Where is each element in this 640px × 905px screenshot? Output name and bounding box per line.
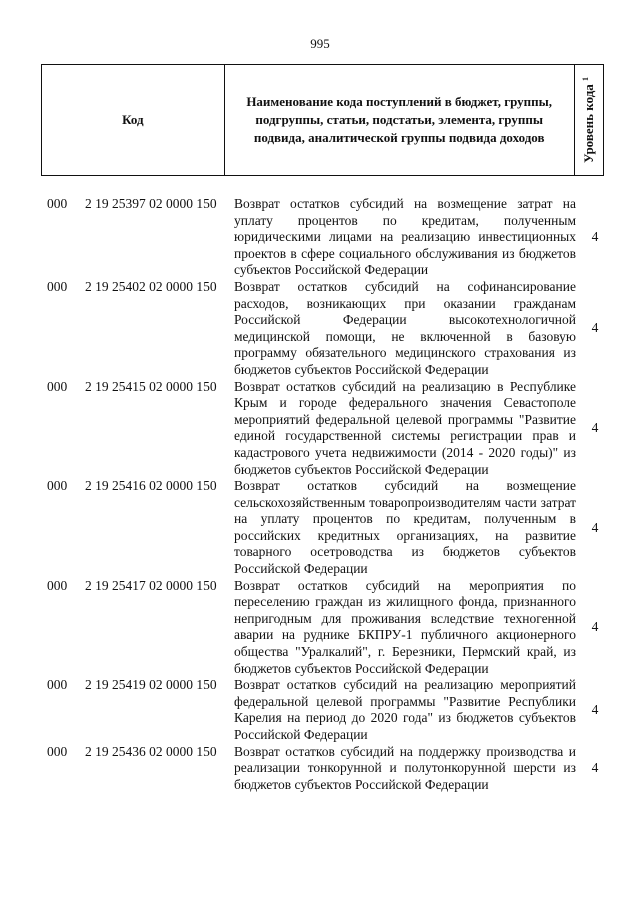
table-body	[41, 196, 604, 793]
row-code: 2 19 25417 02 0000 150	[85, 577, 217, 593]
row-name: Возврат остатков субсидий на поддержку производства и реализации тонкорунной и полутонкорунной шерсти из бюджетов субъектов Российской Федерации	[234, 743, 576, 792]
row-name: Возврат остатков субсидий на возмещение затрат на уплату процентов по кредитам, полученным юридическими лицами на реализацию инвестиционных проектов в сфере социального обслуживания из бюджетов субъектов Российской Федерации	[234, 196, 576, 278]
row-name: Возврат остатков субсидий на реализацию в Республике Крым и городе федерального значения Севастополе мероприятий федеральной целевой программы "Развитие единой государственной системы регистрации прав и кадастрового учета недвижимости (2014 - 2020 годы)" из бюджетов субъектов Российской Федерации	[234, 378, 576, 477]
row-code: 2 19 25419 02 0000 150	[85, 677, 217, 693]
table-row	[41, 379, 604, 479]
header-code: Код	[42, 65, 225, 176]
table-row	[41, 677, 604, 743]
row-code: 2 19 25397 02 0000 150	[85, 196, 217, 211]
row-prefix: 000	[47, 743, 68, 759]
table-row	[41, 744, 604, 794]
row-level: 4	[591, 519, 599, 535]
row-code: 2 19 25436 02 0000 150	[85, 743, 217, 759]
row-prefix: 000	[47, 577, 68, 593]
row-name: Возврат остатков субсидий на мероприятия по переселению граждан из жилищного фонда, признанного непригодным для проживания вследствие техногенной аварии на руднике БКПРУ-1 публичного акционерного общества "Уралкалий", г. Березники, Пермский край, из бюджетов субъектов Российской Федерации	[234, 577, 576, 676]
row-level: 4	[591, 320, 599, 336]
page-number: 995	[310, 36, 330, 51]
table-row	[41, 478, 604, 578]
row-name: Возврат остатков субсидий на софинансирование расходов, возникающих при оказании гражданам Российской Федерации высокотехнологичной медицинской помощи, не включенной в базовую программу обязательного медицинского страхования из бюджетов субъектов Российской Федерации	[234, 278, 576, 377]
row-prefix: 000	[47, 278, 68, 294]
table-row	[41, 279, 604, 379]
row-level: 4	[591, 420, 599, 436]
row-level: 4	[591, 702, 599, 718]
row-level: 4	[591, 229, 599, 245]
row-level: 4	[591, 760, 599, 776]
header-level-footnote: 1	[580, 76, 590, 81]
row-code: 2 19 25402 02 0000 150	[85, 278, 217, 294]
row-code: 2 19 25416 02 0000 150	[85, 478, 217, 494]
row-code: 2 19 25415 02 0000 150	[85, 378, 217, 394]
table-header	[41, 64, 604, 176]
row-prefix: 000	[47, 677, 68, 693]
row-prefix: 000	[47, 378, 68, 394]
row-prefix: 000	[47, 478, 68, 494]
header-level-label: Уровень кода	[581, 84, 597, 164]
table-row	[41, 578, 604, 678]
row-level: 4	[591, 619, 599, 635]
row-name: Возврат остатков субсидий на реализацию мероприятий федеральной целевой программы "Развитие Республики Карелия на период до 2020 года" из бюджетов субъектов Российской Федерации	[234, 677, 576, 742]
row-name: Возврат остатков субсидий на возмещение сельскохозяйственным товаропроизводителям части затрат на уплату процентов по кредитам, полученным в российских кредитных организациях, на развитие товарного осетроводства из бюджетов субъектов Российской Федерации	[234, 478, 576, 577]
row-prefix: 000	[47, 196, 68, 211]
header-level	[574, 65, 603, 176]
table-row	[41, 196, 604, 279]
header-name: Наименование кода поступлений в бюджет, группы, подгруппы, статьи, подстатьи, элемента, группы подвида, аналитической группы подвида доходов	[224, 65, 574, 176]
